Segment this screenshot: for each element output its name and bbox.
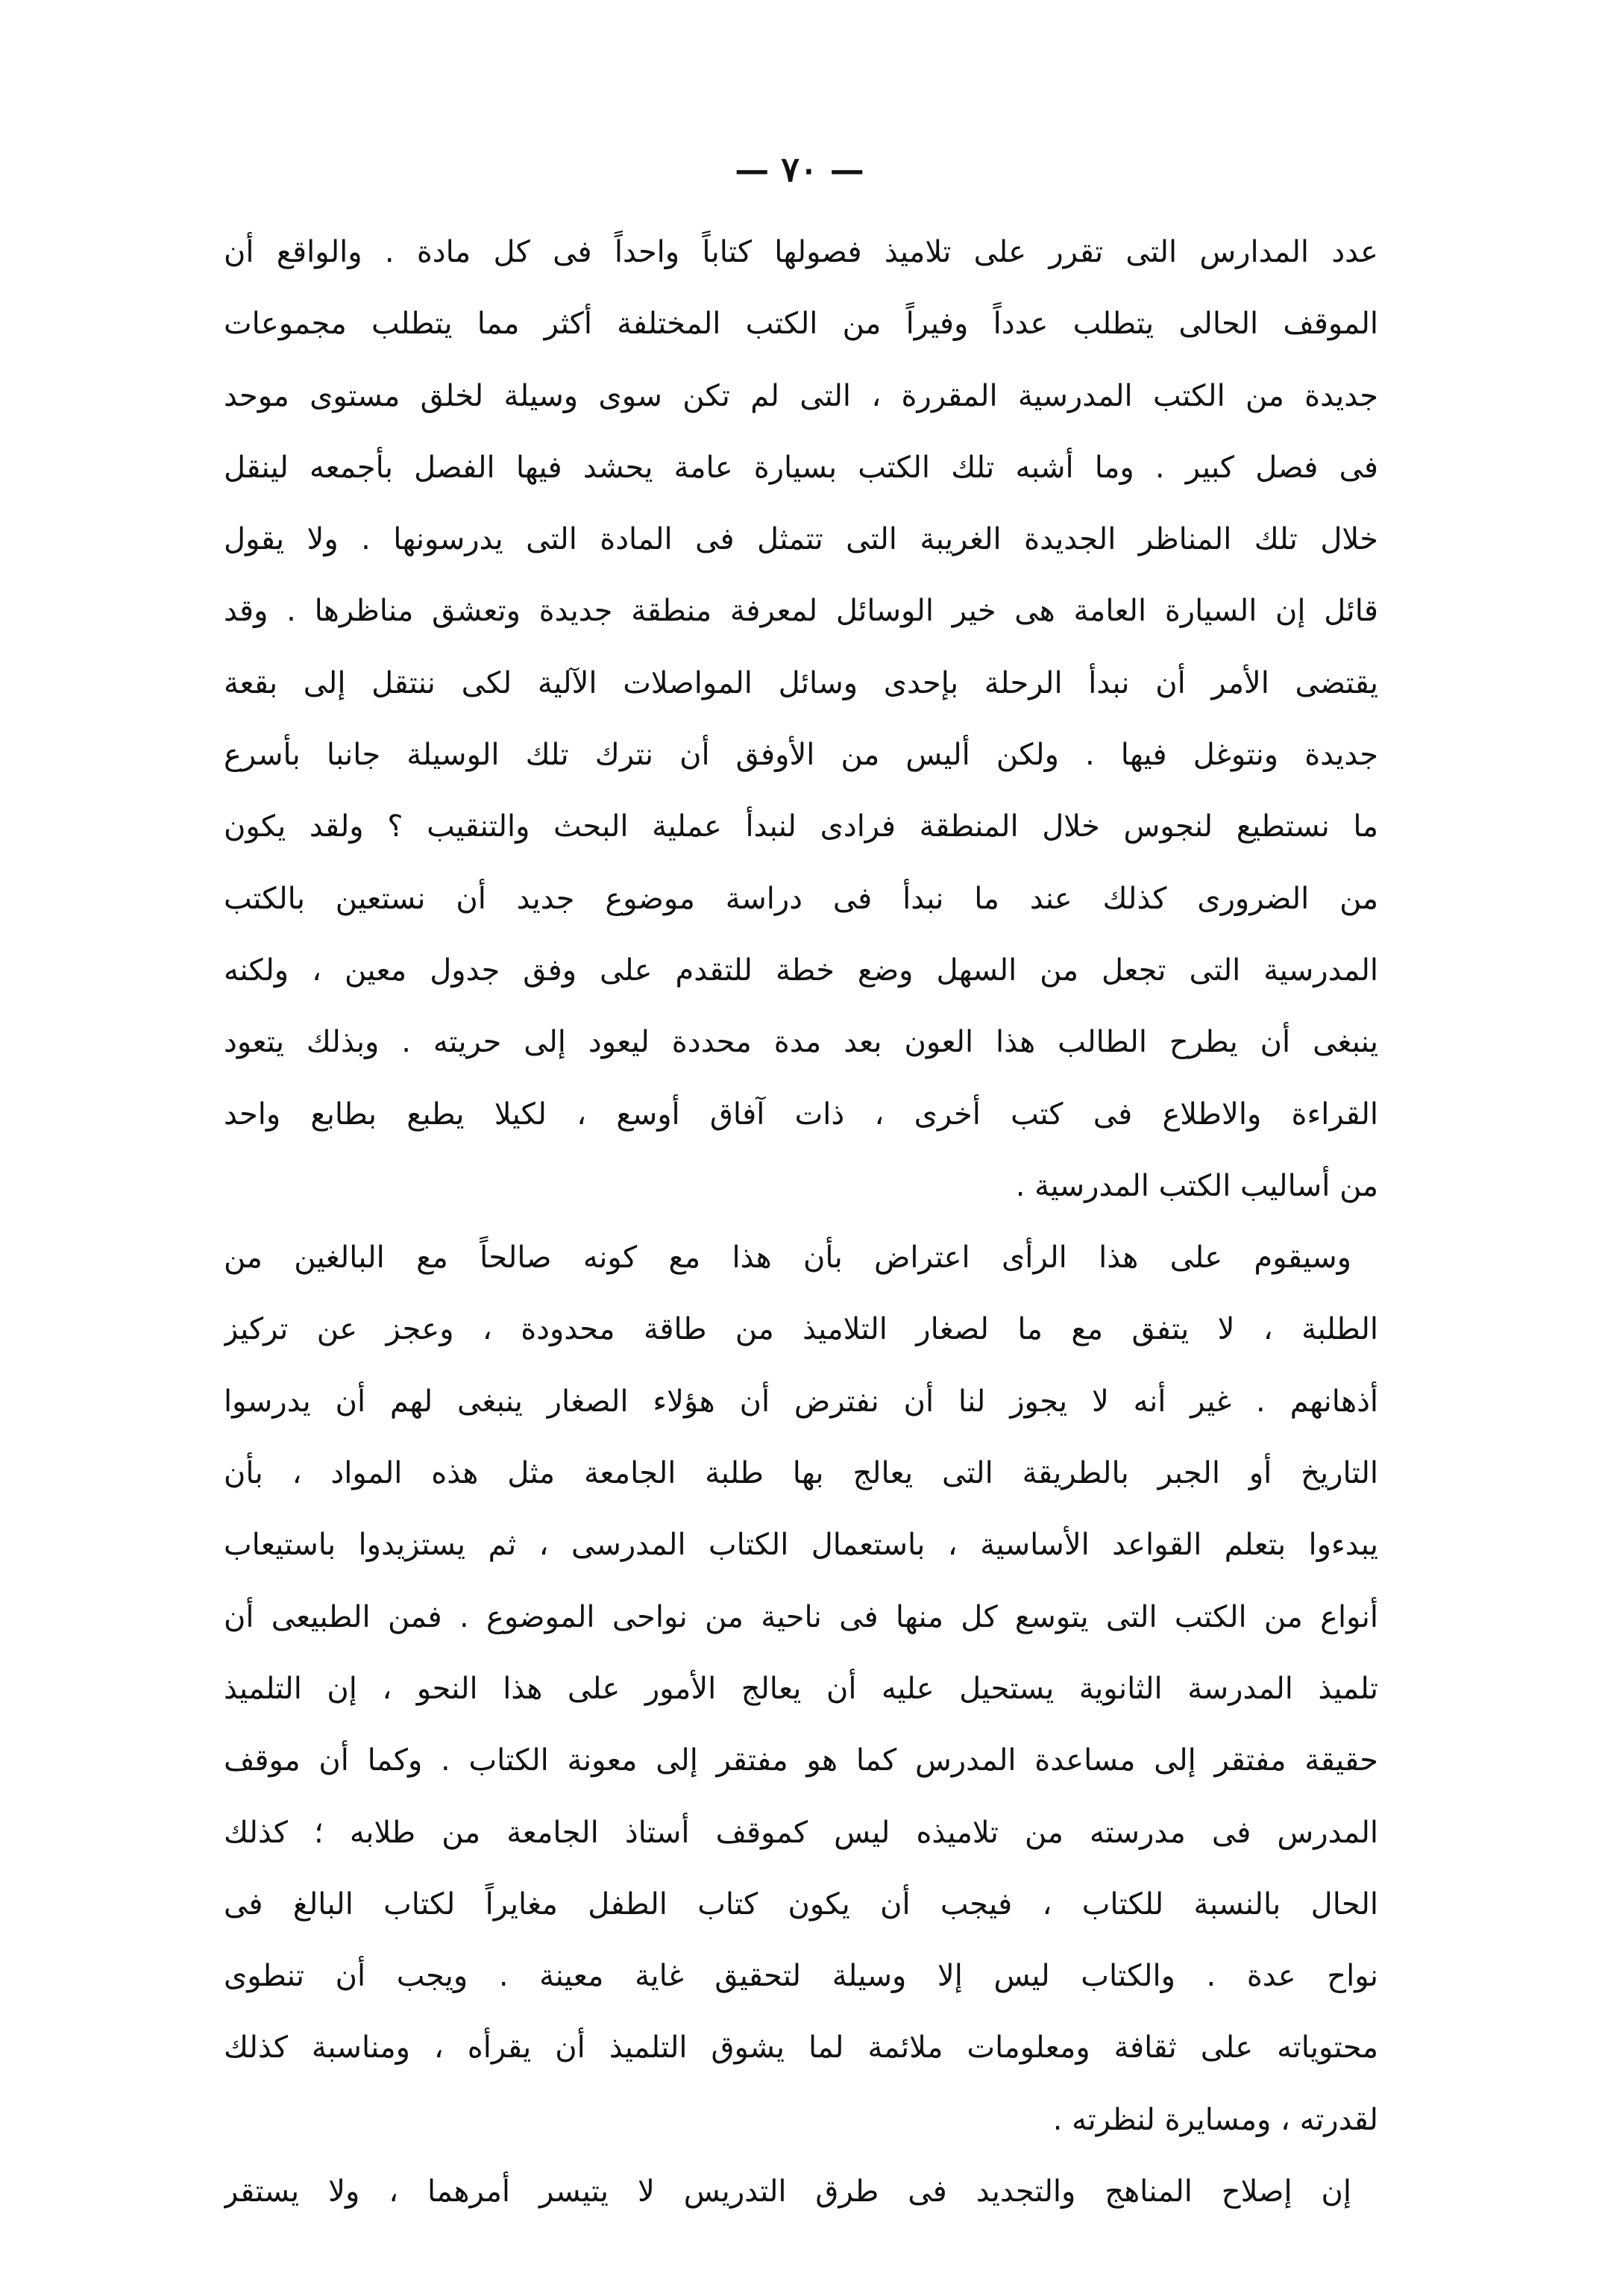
text-line: خلال تلك المناظر الجديدة الغريبة التى تتمثل فى المادة التى يدرسونها . ولا يقول [224, 522, 1378, 557]
text-line: جديدة ونتوغل فيها . ولكن أليس من الأوفق أن نترك تلك الوسيلة جانبا بأسرع [224, 738, 1378, 773]
text-line: المدرس فى مدرسته من تلاميذه ليس كموقف أستاذ الجامعة من طلابه ؛ كذلك [224, 1815, 1378, 1850]
text-line: من أساليب الكتب المدرسية . [1015, 1168, 1378, 1203]
page-number: — ٧٠ — [735, 149, 864, 189]
text-line: محتوياته على ثقافة ومعلومات ملائمة لما يشوق التلميذ أن يقرأه ، ومناسبة كذلك [224, 2030, 1378, 2066]
text-line: القراءة والاطلاع فى كتب أخرى ، ذات آفاق أوسع ، لكيلا يطبع بطابع واحد [224, 1097, 1378, 1132]
text-line: حقيقة مفتقر إلى مساعدة المدرس كما هو مفتقر إلى معونة الكتاب . وكما أن موقف [224, 1743, 1378, 1778]
text-line: الحال بالنسبة للكتاب ، فيجب أن يكون كتاب الطفل مغايراً لكتاب البالغ فى [224, 1886, 1378, 1922]
text-line: نواح عدة . والكتاب ليس إلا وسيلة لتحقيق غاية معينة . ويجب أن تنطوى [224, 1959, 1378, 1994]
text-line: تلميذ المدرسة الثانوية يستحيل عليه أن يعالج الأمور على هذا النحو ، إن التلميذ [224, 1671, 1378, 1706]
text-line: يبدءوا بتعلم القواعد الأساسية ، باستعمال الكتاب المدرسى ، ثم يستزيدوا باستيعاب [224, 1528, 1378, 1563]
text-line: فى فصل كبير . وما أشبه تلك الكتب بسيارة عامة يحشد فيها الفصل بأجمعه لينقل [224, 450, 1378, 485]
text-line: وسيقوم على هذا الرأى اعتراض بأن هذا مع كونه صالحاً مع البالغين من [224, 1240, 1351, 1276]
text-line: ما نستطيع لنجوس خلال المنطقة فرادى لنبدأ عملية البحث والتنقيب ؟ ولقد يكون [224, 809, 1378, 844]
text-line: المدرسية التى تجعل من السهل وضع خطة للتقدم على وفق جدول معين ، ولكنه [224, 953, 1378, 988]
text-line: لقدرته ، ومسايرة لنظرته . [1052, 2102, 1378, 2137]
text-line: ينبغى أن يطرح الطالب هذا العون بعد مدة محددة ليعود إلى حريته . وبذلك يتعود [224, 1025, 1378, 1060]
text-line: إن إصلاح المناهج والتجديد فى طرق التدريس لا يتيسر أمرهما ، ولا يستقر [224, 2174, 1351, 2209]
text-line: أنواع من الكتب التى يتوسع كل منها فى ناحية من نواحى الموضوع . فمن الطبيعى أن [224, 1599, 1378, 1634]
text-line: عدد المدارس التى تقرر على تلاميذ فصولها كتاباً واحداً فى كل مادة . والواقع أن [224, 235, 1378, 269]
text-line: يقتضى الأمر أن نبدأ الرحلة بإحدى وسائل المواصلات الآلية لكى ننتقل إلى بقعة [224, 665, 1378, 700]
text-line: أذهانهم . غير أنه لا يجوز لنا أن نفترض أن هؤلاء الصغار ينبغى لهم أن يدرسوا [224, 1384, 1378, 1419]
text-line: قائل إن السيارة العامة هى خير الوسائل لمعرفة منطقة جديدة وتعشق مناظرها . وقد [224, 594, 1378, 629]
text-line: جديدة من الكتب المدرسية المقررة ، التى لم تكن سوى وسيلة لخلق مستوى موحد [224, 378, 1378, 413]
text-line: التاريخ أو الجبر بالطريقة التى يعالج بها طلبة الجامعة مثل هذه المواد ، بأن [224, 1456, 1378, 1491]
text-line: الموقف الحالى يتطلب عدداً وفيراً من الكتب المختلفة أكثر مما يتطلب مجموعات [224, 307, 1378, 342]
page-header [0, 149, 1599, 189]
body-text [224, 216, 1378, 2227]
text-line: الطلبة ، لا يتفق مع ما لصغار التلاميذ من طاقة محدودة ، وعجز عن تركيز [224, 1312, 1378, 1347]
text-line: من الضرورى كذلك عند ما نبدأ فى دراسة موضوع جديد أن نستعين بالكتب [224, 881, 1378, 916]
